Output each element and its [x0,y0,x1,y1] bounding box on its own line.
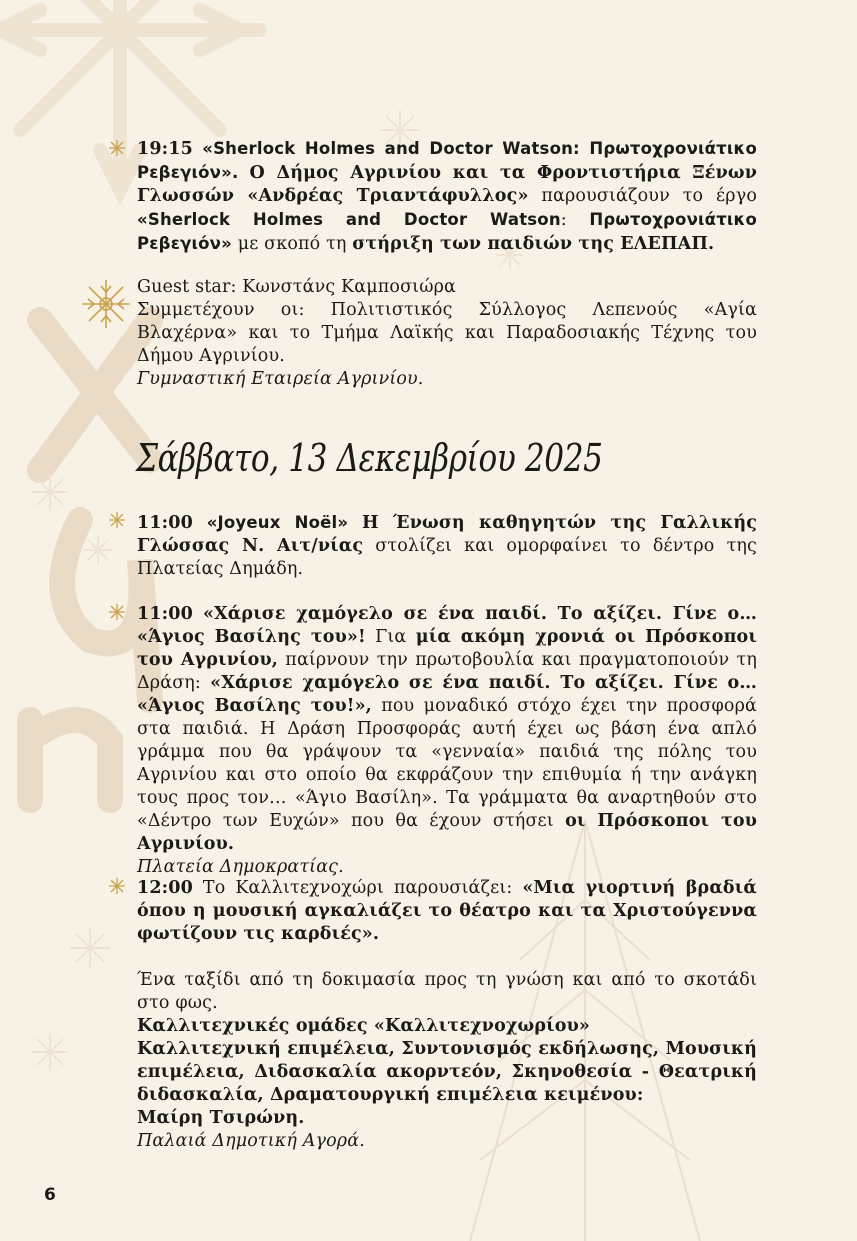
event-text: στολίζει και ομορφαίνει το δέντρο της Πλατείας Δημάδη. [137,536,757,579]
event-text: Για [375,627,407,647]
event-venue: Παλαιά Δημοτική Αγορά. [137,1131,365,1151]
event-title-repeat: «Sherlock Holmes and Doctor Watson [137,210,561,229]
event-kallitexnoxori [137,877,757,946]
credited-person: Μαίρη Τσιρώνη. [137,1108,305,1128]
event-organizer: μία ακόμη χρονιά οι Πρόσκοποι του Αγρινίου, [137,627,757,670]
event-title: «Sherlock Holmes and Doctor Watson: Πρωτοχρονιάτικο Ρεβεγιόν». [137,139,757,182]
artistic-groups: Καλλιτεχνικές ομάδες «Καλλιτεχνοχωρίου» [137,1016,590,1036]
event-title: «Χάρισε χαμόγελο σε ένα παιδί. Το αξίζει. Γίνε ο… «Άγιος Βασίλης του»! [137,604,758,647]
event-sherlock [137,137,757,256]
action-title: «Χάρισε χαμόγελο σε ένα παιδί. Το αξίζει. Γίνε ο… «Άγιος Βασίλης του!», [137,673,757,716]
event-description: Ένα ταξίδι από τη δοκιμασία προς τη γνώση και από το σκοτάδι στο φως. [137,970,757,1013]
event-time: 11:00 [137,513,193,533]
event-text: με σκοπό τη [237,234,347,254]
event-title: «Joyeux Noël» [206,513,349,532]
guest-star: Guest star: Κωνστάνς Καμποσιώρα [137,277,457,297]
page-number: 6 [44,1185,56,1205]
event-organizer: οι Πρόσκοποι του Αγρινίου. [137,811,758,854]
event-organizer: Ο Δήμος Αγρινίου και τα Φροντιστήρια Ξένων Γλωσσών «Ανδρέας Τριαντάφυλλος» [137,163,757,206]
event-title: «Μια γιορτινή βραδιά όπου η μουσική αγκαλιάζει το θέατρο και τα Χριστούγεννα φωτίζουν τις καρδιές». [137,878,757,944]
event-venue: Πλατεία Δημοκρατίας. [137,857,344,877]
event-time: 12:00 [137,878,193,898]
event-venue: Γυμναστική Εταιρεία Αγρινίου. [137,369,424,389]
event-time: 11:00 [137,604,193,624]
event-title-subtitle: Πρωτοχρονιάτικο Ρεβεγιόν» [137,210,758,253]
event-joyeux-noel [137,511,757,581]
participants: Συμμετέχουν οι: Πολιτιστικός Σύλλογος Λεπενούς «Αγία Βλαχέρνα» και το Τμήμα Λαϊκής και Παραδοσιακής Τέχνης του Δήμου Αγρινίου. [137,300,757,366]
event-time: 19:15 [137,139,193,159]
event-colon: : [560,210,567,230]
event-cause: στήριξη των παιδιών της ΕΛΕΠΑΠ. [352,234,715,254]
event-text: Το Καλλιτεχνοχώρι παρουσιάζει: [202,878,513,898]
credits: Καλλιτεχνική επιμέλεια, Συντονισμός εκδήλωσης, Μουσική επιμέλεια, Διδασκαλία ακορντεόν, Σκηνοθεσία - Θεατρική διδασκαλία, Δραματουργική επιμέλεια κειμένου: [137,1039,757,1105]
date-heading: Σάββατο, 13 Δεκεμβρίου 2025 [136,436,603,480]
event-text: παρουσιάζουν το έργο [541,186,758,206]
event-organizer: Η Ένωση καθηγητών της Γαλλικής Γλώσσας Ν. Αιτ/νίας [137,513,758,556]
event-sherlock-details [137,276,757,391]
event-text: που μοναδικό στόχο έχει την προσφορά στα παιδιά. Η Δράση Προσφοράς αυτή έχει ως βάση ένα απλό γράμμα που θα γράψουν τα «γενναία» παιδιά της πόλης του Αγρινίου και στο οποίο θα εκφράζουν την επιθυμία ή την ανάγκη τους προς τον… «Άγιο Βασίλη». Τα γράμματα θα αναρτηθούν στο «Δέντρο των Ευχών» που θα έχουν στήσει [137,696,757,831]
event-kallitexnoxori-details [137,969,757,1153]
event-text: παίρνουν την πρωτοβουλία και πραγματοποιούν τη Δράση: [137,650,757,693]
event-smile [137,603,757,879]
